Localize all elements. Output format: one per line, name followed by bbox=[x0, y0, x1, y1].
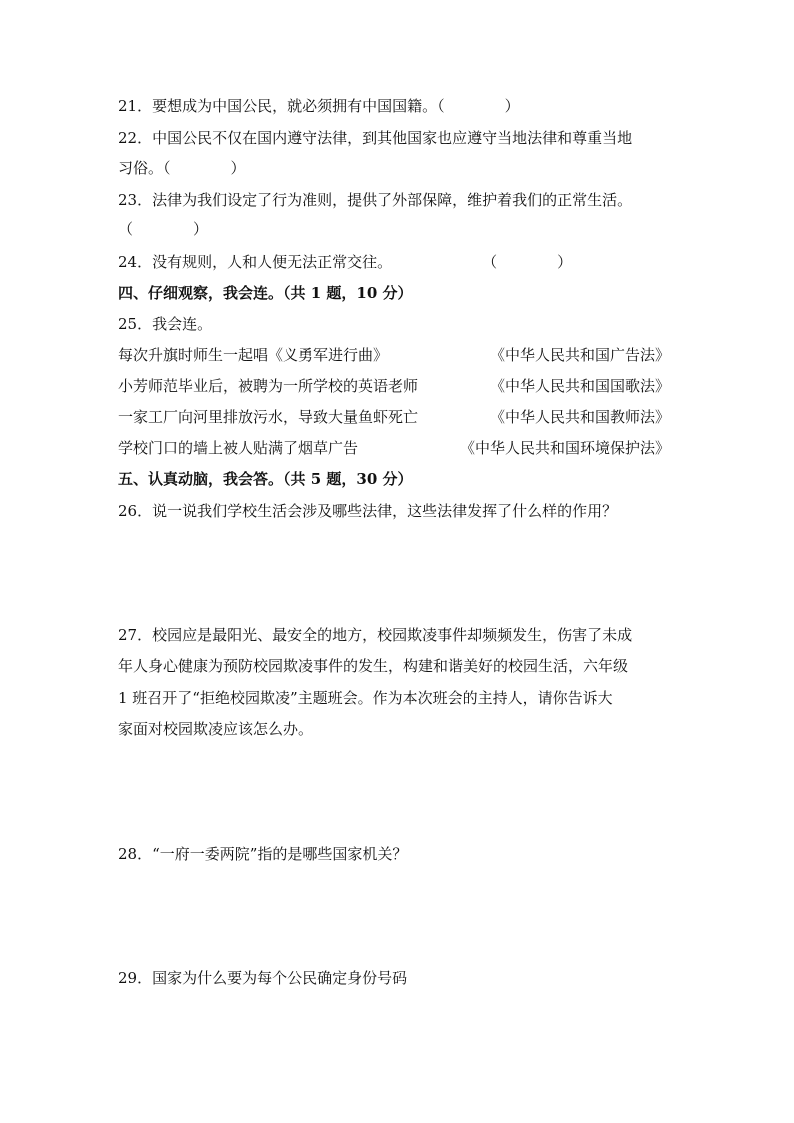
question-29: 29．国家为什么要为每个公民确定身份号码 bbox=[118, 969, 408, 987]
question-27-line-2: 年人身心健康为预防校园欺凌事件的发生，构建和谐美好的校园生活，六年级 bbox=[118, 657, 629, 675]
match-right-item-3: 《中华人民共和国教师法》 bbox=[489, 408, 670, 426]
section-4-heading: 四、仔细观察，我会连。（共 1 题，10 分） bbox=[118, 284, 413, 302]
question-25: 25．我会连。 bbox=[118, 315, 213, 333]
question-22-line-1: 22．中国公民不仅在国内遵守法律，到其他国家也应遵守当地法律和尊重当地 bbox=[118, 129, 633, 147]
question-27-line-1: 27．校园应是最阳光、最安全的地方，校园欺凌事件却频频发生，伤害了未成 bbox=[118, 626, 633, 644]
question-23-line-2: （ ） bbox=[118, 220, 209, 238]
question-27-line-4: 家面对校园欺凌应该怎么办。 bbox=[118, 720, 314, 738]
match-right-item-2: 《中华人民共和国国歌法》 bbox=[489, 377, 670, 395]
match-right-item-4: 《中华人民共和国环境保护法》 bbox=[459, 439, 670, 457]
question-21: 21．要想成为中国公民，就必须拥有中国国籍。（ ） bbox=[118, 97, 520, 115]
question-24: 24．没有规则，人和人便无法正常交往。 （ ） bbox=[118, 253, 573, 271]
match-left-item-2: 小芳师范毕业后，被聘为一所学校的英语老师 bbox=[118, 377, 419, 395]
match-left-item-3: 一家工厂向河里排放污水，导致大量鱼虾死亡 bbox=[118, 408, 419, 426]
match-left-item-1: 每次升旗时师生一起唱《义勇军进行曲》 bbox=[118, 346, 389, 364]
section-5-heading: 五、认真动脑，我会答。（共 5 题，30 分） bbox=[118, 470, 413, 488]
question-28: 28．“一府一委两院”指的是哪些国家机关？ bbox=[118, 845, 408, 863]
match-right-item-1: 《中华人民共和国广告法》 bbox=[489, 346, 670, 364]
match-left-item-4: 学校门口的墙上被人贴满了烟草广告 bbox=[118, 439, 359, 457]
question-22-line-2: 习俗。（ ） bbox=[118, 159, 246, 177]
question-23-line-1: 23．法律为我们设定了行为准则，提供了外部保障，维护着我们的正常生活。 bbox=[118, 191, 633, 209]
question-26: 26．说一说我们学校生活会涉及哪些法律，这些法律发挥了什么样的作用？ bbox=[118, 502, 618, 520]
question-27-line-3: 1 班召开了“拒绝校园欺凌”主题班会。作为本次班会的主持人，请你告诉大 bbox=[118, 689, 613, 707]
